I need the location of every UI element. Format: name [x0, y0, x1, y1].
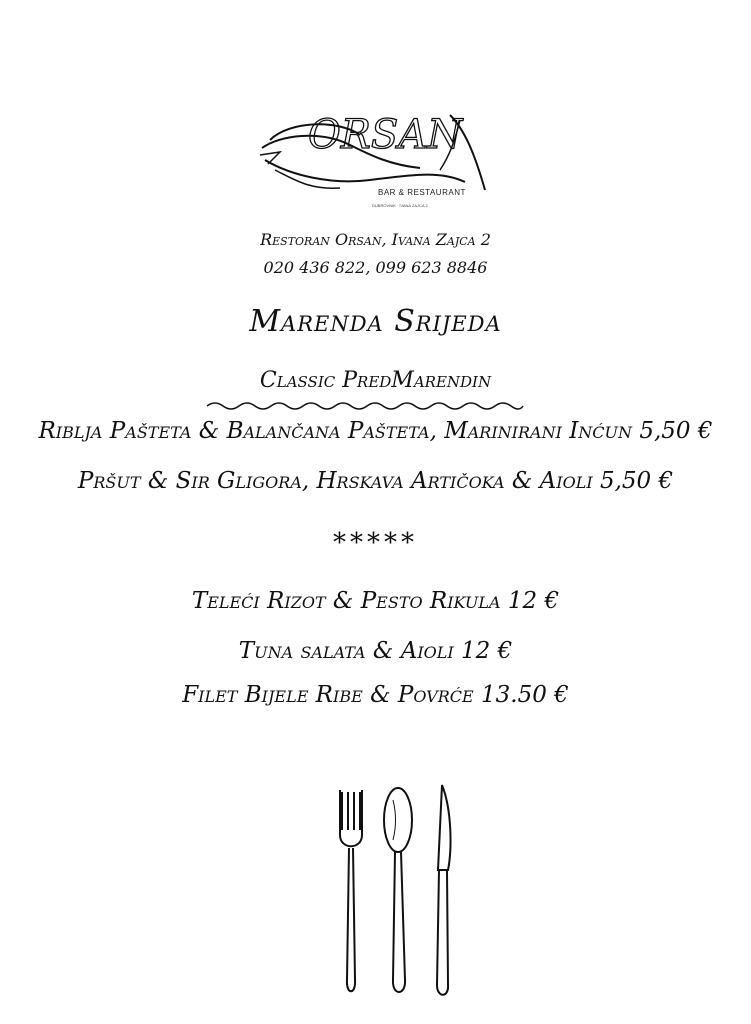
menu-item: Riblja Pašteta & Balančana Pašteta, Marinirani Inćun 5,50 € [38, 418, 713, 444]
logo-subtitle: BAR & RESTAURANT [378, 188, 466, 197]
menu-item: Teleći Rizot & Pesto Rikula 12 € [191, 588, 560, 614]
knife-icon [437, 785, 450, 995]
stars-separator: ***** [333, 528, 418, 558]
menu-item: Pršut & Sir Gligora, Hrskava Artičoka & Aioli 5,50 € [77, 468, 674, 494]
restaurant-phones: 020 436 822, 099 623 8846 [263, 258, 488, 277]
spoon-icon [384, 788, 412, 992]
menu-item: Tuna salata & Aioli 12 € [238, 638, 513, 664]
cutlery-illustration [320, 780, 470, 1010]
menu-title: Marenda Srijeda [249, 304, 502, 339]
wavy-underline [205, 398, 525, 412]
fish-icon [250, 100, 500, 220]
section-heading: Classic PredMarendin [259, 368, 492, 393]
menu-item: Filet Bijele Ribe & Povrće 13.50 € [182, 682, 569, 708]
restaurant-address: Restoran Orsan, Ivana Zajca 2 [260, 230, 491, 249]
orsan-logo [250, 100, 500, 220]
svg-text:ORSAN: ORSAN [308, 112, 463, 158]
logo-location: DUBROVNIK · IVANA ZAJCA 2 [372, 203, 428, 208]
fork-icon [340, 790, 362, 991]
